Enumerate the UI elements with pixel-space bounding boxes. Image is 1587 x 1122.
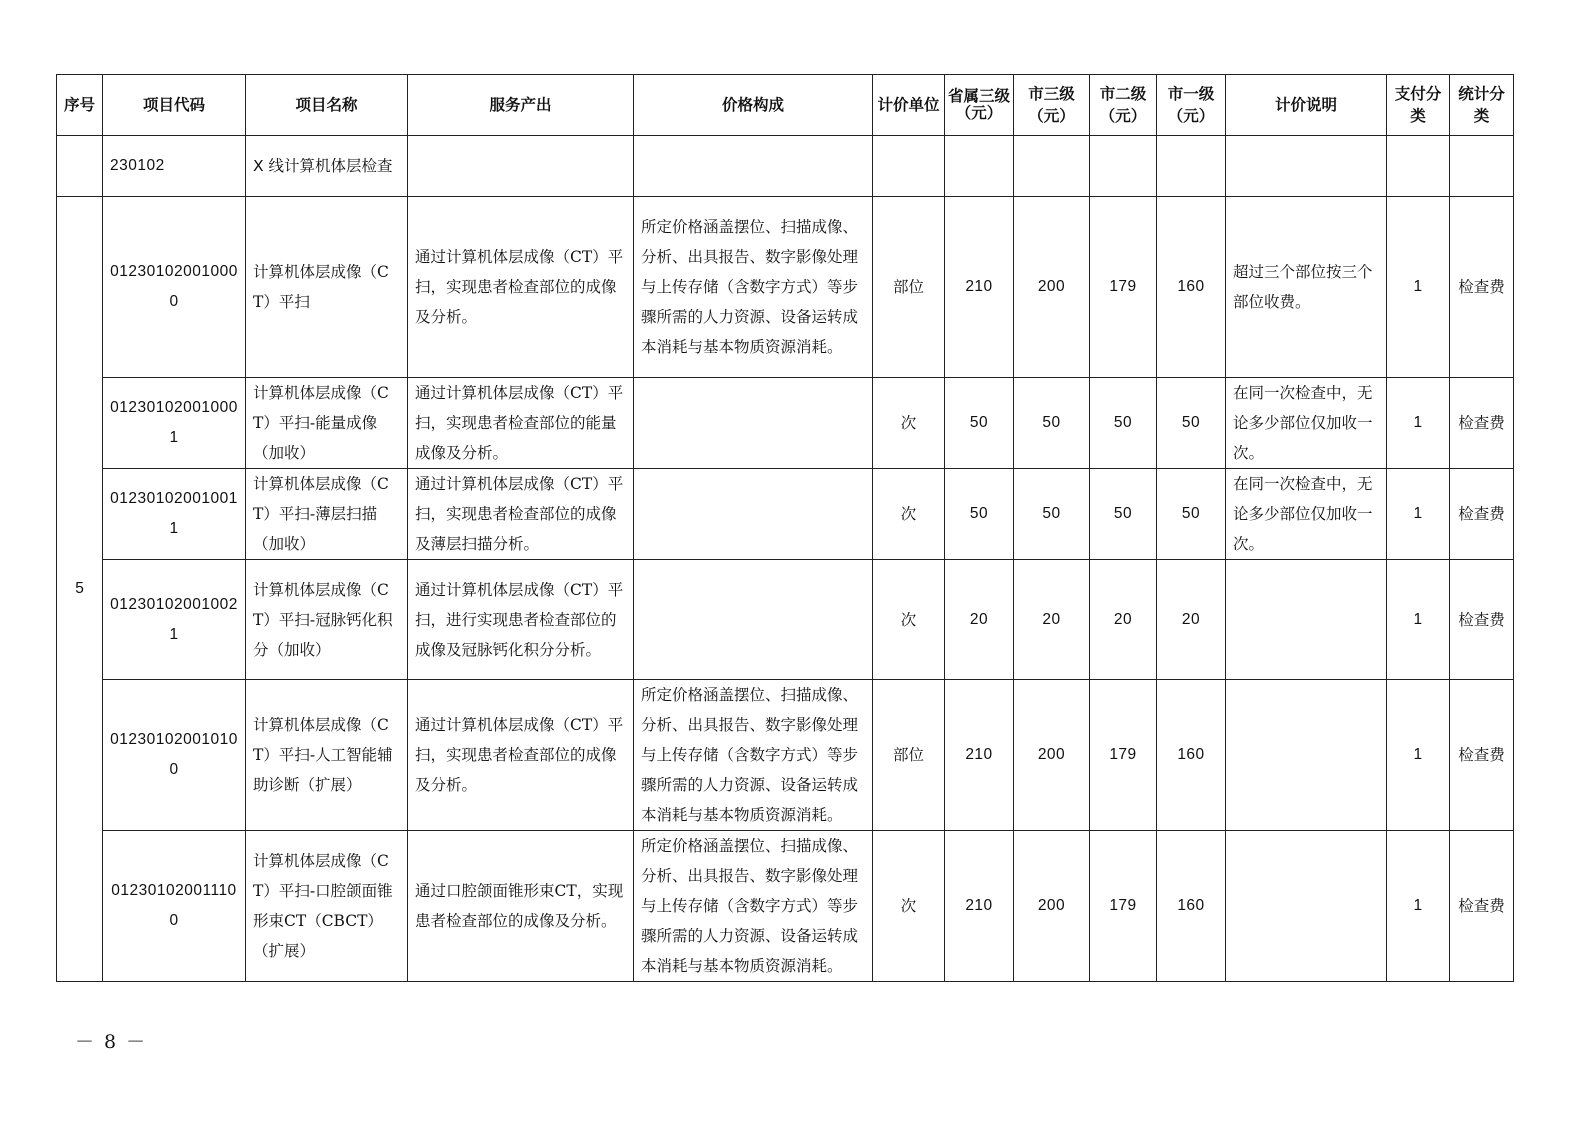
table-row	[57, 197, 1514, 378]
header-city3: 市三级（元）	[1014, 75, 1090, 136]
category-empty-cell	[1157, 136, 1226, 197]
pricing-note: 超过三个部位按三个部位收费。	[1226, 197, 1387, 378]
stat-category: 检查费	[1450, 378, 1514, 469]
item-output: 通过计算机体层成像（CT）平扫，实现患者检查部位的能量成像及分析。	[408, 378, 634, 469]
item-name: 计算机体层成像（CT）平扫-冠脉钙化积分（加收）	[246, 560, 408, 680]
price-city3: 50	[1014, 378, 1090, 469]
stat-category: 检查费	[1450, 469, 1514, 560]
pay-category: 1	[1387, 560, 1450, 680]
pay-category: 1	[1387, 469, 1450, 560]
header-prov: 省属三级（元）	[945, 75, 1014, 136]
price-city3: 50	[1014, 469, 1090, 560]
price-city1: 160	[1157, 197, 1226, 378]
item-unit: 部位	[873, 197, 945, 378]
item-output: 通过计算机体层成像（CT）平扫，实现患者检查部位的成像及分析。	[408, 680, 634, 831]
item-code: 012301020010000	[103, 197, 246, 378]
table-row	[57, 560, 1514, 680]
price-city1: 160	[1157, 831, 1226, 982]
price-city1: 50	[1157, 378, 1226, 469]
category-empty-cell	[945, 136, 1014, 197]
price-city2: 179	[1090, 680, 1157, 831]
price-city3: 200	[1014, 680, 1090, 831]
category-code: 230102	[103, 136, 246, 197]
item-output: 通过计算机体层成像（CT）平扫，实现患者检查部位的成像及分析。	[408, 197, 634, 378]
pay-category: 1	[1387, 831, 1450, 982]
header-city2: 市二级（元）	[1090, 75, 1157, 136]
price-city1: 160	[1157, 680, 1226, 831]
header-composition: 价格构成	[634, 75, 873, 136]
price-prov: 210	[945, 680, 1014, 831]
item-name: 计算机体层成像（CT）平扫-人工智能辅助诊断（扩展）	[246, 680, 408, 831]
price-prov: 50	[945, 378, 1014, 469]
price-city3: 200	[1014, 831, 1090, 982]
price-city2: 20	[1090, 560, 1157, 680]
pricing-note: 在同一次检查中，无论多少部位仅加收一次。	[1226, 378, 1387, 469]
header-seq: 序号	[57, 75, 103, 136]
pay-category: 1	[1387, 197, 1450, 378]
pricing-note	[1226, 831, 1387, 982]
header-name: 项目名称	[246, 75, 408, 136]
category-empty-cell	[1090, 136, 1157, 197]
price-city2: 179	[1090, 831, 1157, 982]
category-empty-cell	[1387, 136, 1450, 197]
category-empty-cell	[873, 136, 945, 197]
item-composition: 所定价格涵盖摆位、扫描成像、分析、出具报告、数字影像处理与上传存储（含数字方式）等步骤所需的人力资源、设备运转成本消耗与基本物质资源消耗。	[634, 831, 873, 982]
item-composition	[634, 469, 873, 560]
table-body	[57, 136, 1514, 982]
header-unit: 计价单位	[873, 75, 945, 136]
category-row	[57, 136, 1514, 197]
item-name: 计算机体层成像（CT）平扫-薄层扫描（加收）	[246, 469, 408, 560]
item-code: 012301020010021	[103, 560, 246, 680]
price-city2: 50	[1090, 378, 1157, 469]
item-output: 通过口腔颌面锥形束CT，实现患者检查部位的成像及分析。	[408, 831, 634, 982]
item-composition: 所定价格涵盖摆位、扫描成像、分析、出具报告、数字影像处理与上传存储（含数字方式）等步骤所需的人力资源、设备运转成本消耗与基本物质资源消耗。	[634, 197, 873, 378]
stat-category: 检查费	[1450, 560, 1514, 680]
header-note: 计价说明	[1226, 75, 1387, 136]
category-empty-cell	[1014, 136, 1090, 197]
header-stat: 统计分类	[1450, 75, 1514, 136]
item-composition	[634, 560, 873, 680]
pay-category: 1	[1387, 680, 1450, 831]
item-code: 012301020010100	[103, 680, 246, 831]
item-code: 012301020010001	[103, 378, 246, 469]
price-city3: 20	[1014, 560, 1090, 680]
table-header	[57, 75, 1514, 136]
table-row	[57, 680, 1514, 831]
price-prov: 20	[945, 560, 1014, 680]
item-code: 012301020011100	[103, 831, 246, 982]
category-seq	[57, 136, 103, 197]
header-pay: 支付分类	[1387, 75, 1450, 136]
item-unit: 部位	[873, 680, 945, 831]
price-prov: 50	[945, 469, 1014, 560]
pricing-note	[1226, 560, 1387, 680]
price-city1: 20	[1157, 560, 1226, 680]
item-unit: 次	[873, 831, 945, 982]
category-name: X 线计算机体层检查	[246, 136, 408, 197]
item-output: 通过计算机体层成像（CT）平扫，进行实现患者检查部位的成像及冠脉钙化积分分析。	[408, 560, 634, 680]
price-city2: 179	[1090, 197, 1157, 378]
item-name: 计算机体层成像（CT）平扫	[246, 197, 408, 378]
category-empty-cell	[634, 136, 873, 197]
group-seq: 5	[57, 197, 103, 982]
price-prov: 210	[945, 197, 1014, 378]
table-row	[57, 831, 1514, 982]
price-table	[56, 74, 1514, 982]
header-row	[57, 75, 1514, 136]
price-city2: 50	[1090, 469, 1157, 560]
header-city1: 市一级（元）	[1157, 75, 1226, 136]
item-output: 通过计算机体层成像（CT）平扫，实现患者检查部位的成像及薄层扫描分析。	[408, 469, 634, 560]
item-unit: 次	[873, 560, 945, 680]
item-composition	[634, 378, 873, 469]
item-code: 012301020010011	[103, 469, 246, 560]
category-empty-cell	[1450, 136, 1514, 197]
stat-category: 检查费	[1450, 831, 1514, 982]
item-name: 计算机体层成像（CT）平扫-能量成像（加收）	[246, 378, 408, 469]
table-row	[57, 378, 1514, 469]
stat-category: 检查费	[1450, 680, 1514, 831]
price-prov: 210	[945, 831, 1014, 982]
item-name: 计算机体层成像（CT）平扫-口腔颌面锥形束CT（CBCT）（扩展）	[246, 831, 408, 982]
header-output: 服务产出	[408, 75, 634, 136]
pricing-note: 在同一次检查中，无论多少部位仅加收一次。	[1226, 469, 1387, 560]
page-number: － 8 －	[75, 1031, 148, 1053]
price-city3: 200	[1014, 197, 1090, 378]
category-empty-cell	[1226, 136, 1387, 197]
pay-category: 1	[1387, 378, 1450, 469]
item-composition: 所定价格涵盖摆位、扫描成像、分析、出具报告、数字影像处理与上传存储（含数字方式）等步骤所需的人力资源、设备运转成本消耗与基本物质资源消耗。	[634, 680, 873, 831]
pricing-note	[1226, 680, 1387, 831]
table-row	[57, 469, 1514, 560]
stat-category: 检查费	[1450, 197, 1514, 378]
item-unit: 次	[873, 378, 945, 469]
category-empty-cell	[408, 136, 634, 197]
header-code: 项目代码	[103, 75, 246, 136]
item-unit: 次	[873, 469, 945, 560]
price-city1: 50	[1157, 469, 1226, 560]
